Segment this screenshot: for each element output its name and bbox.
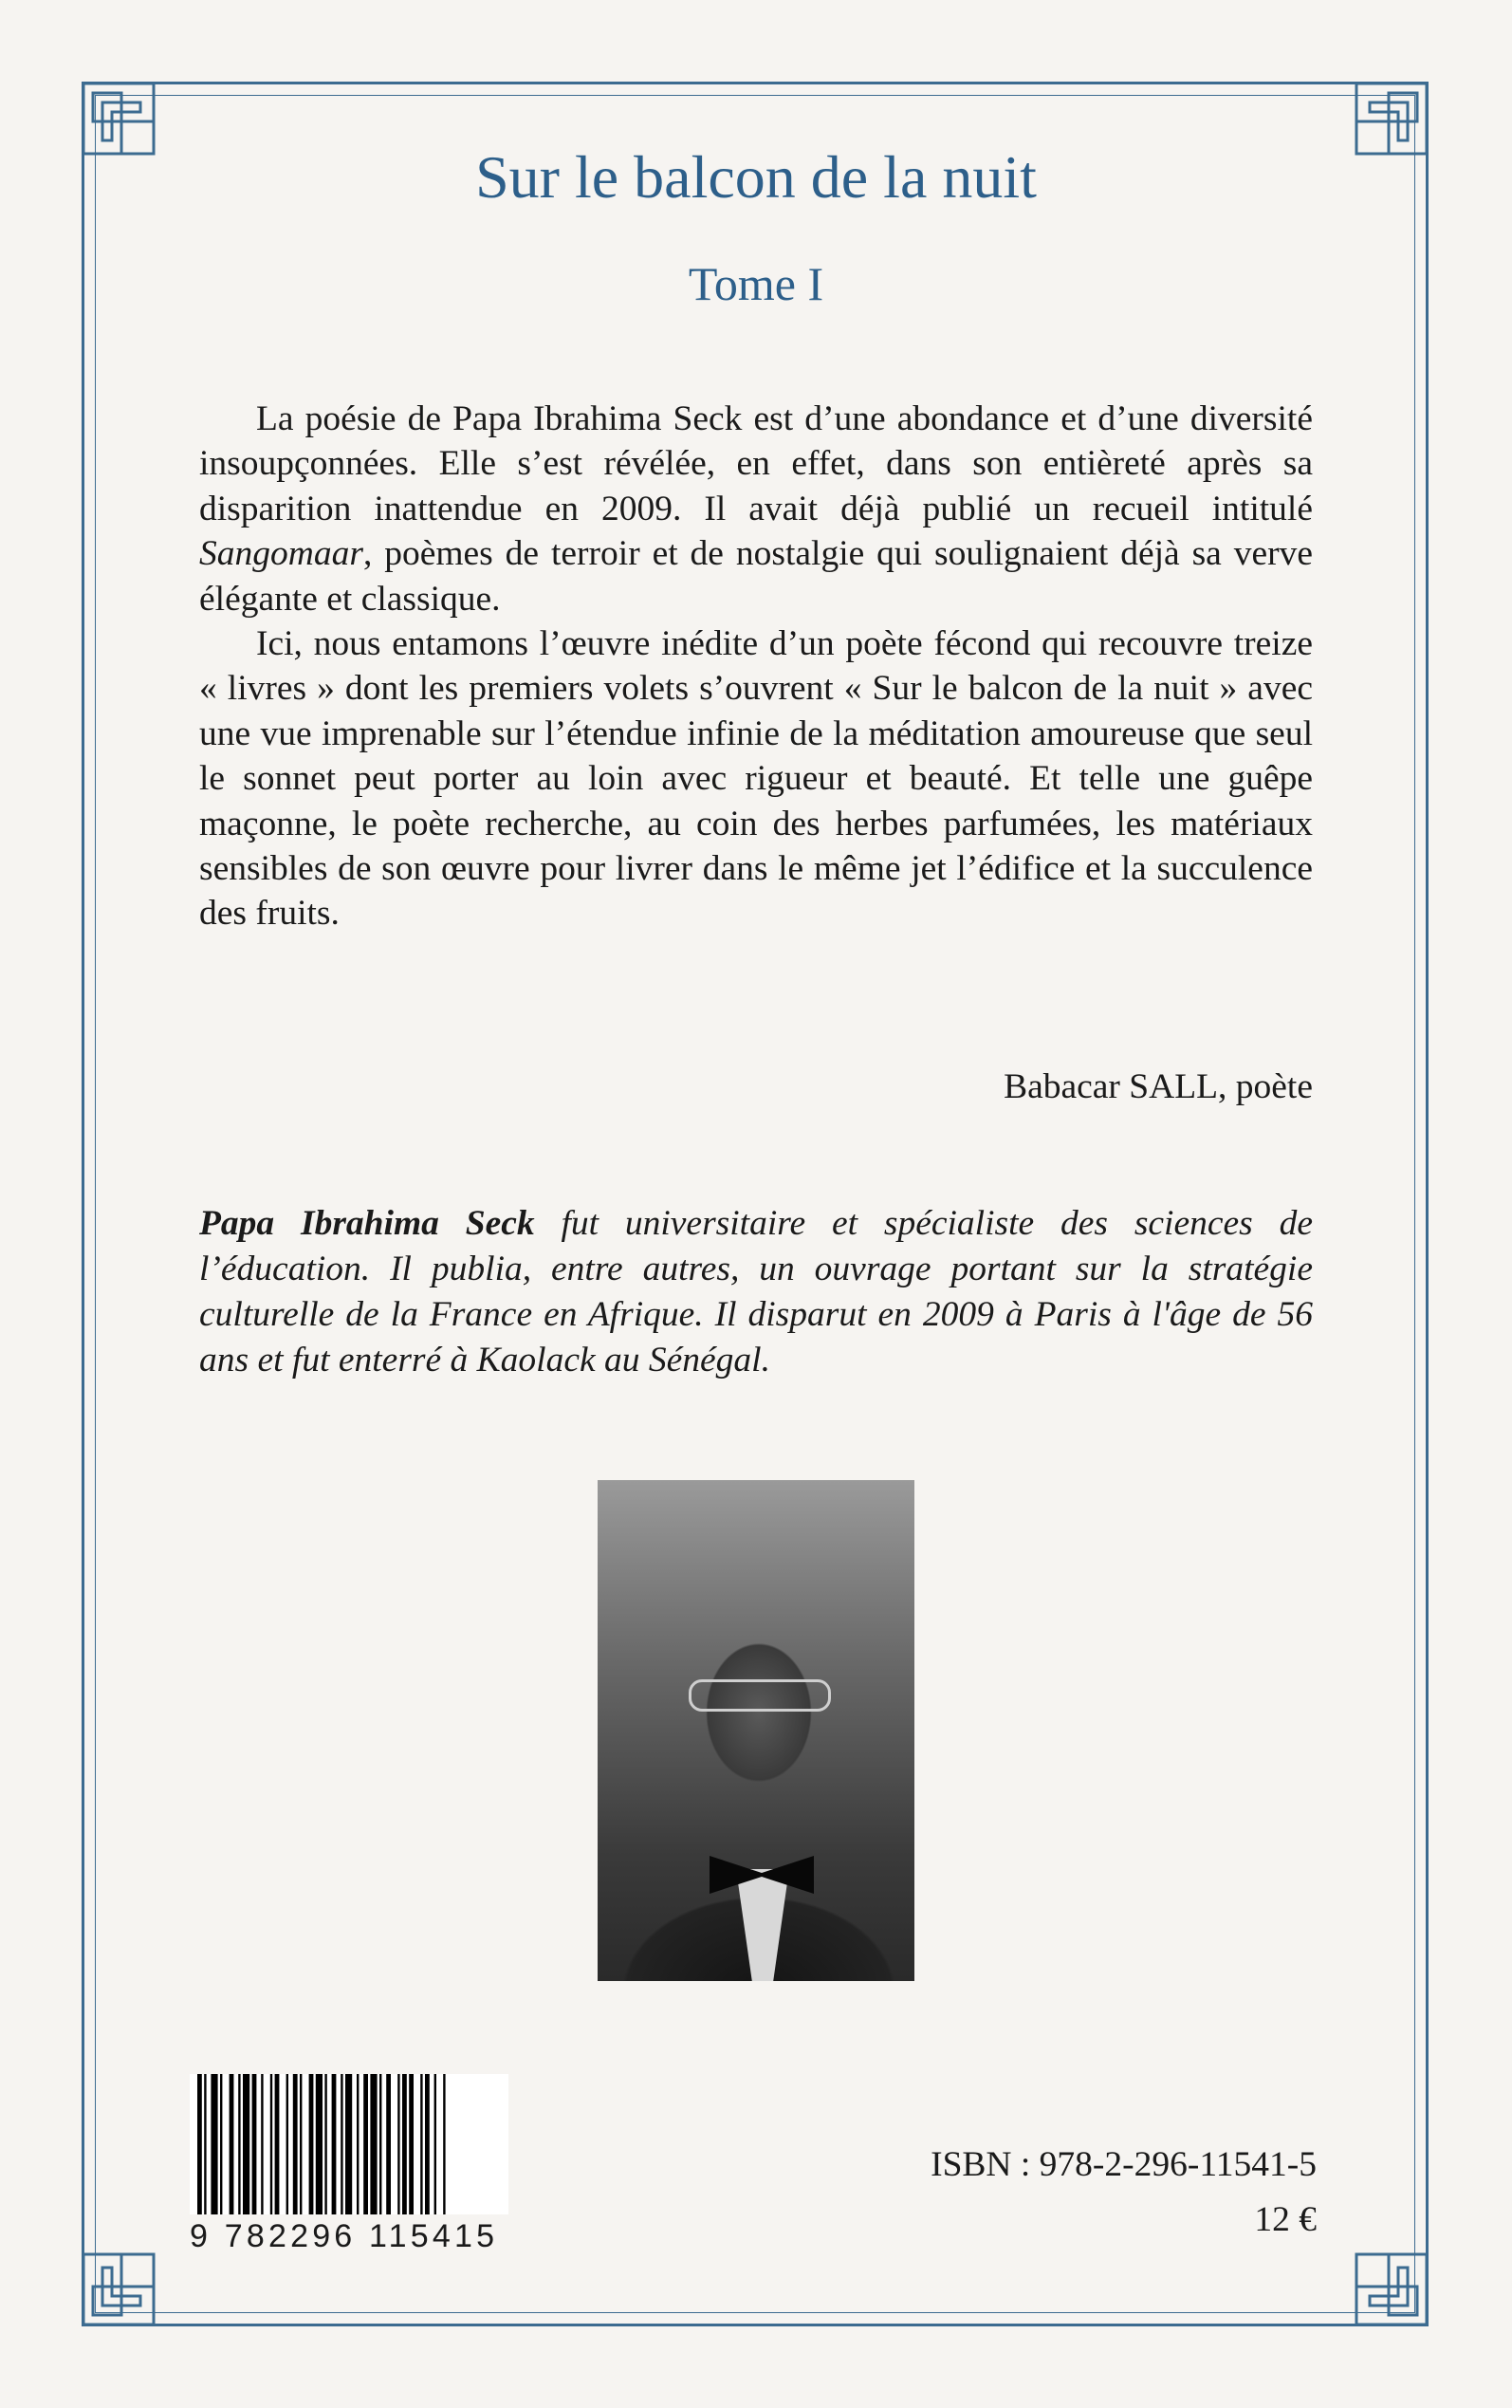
barcode-bar: [286, 2074, 288, 2214]
barcode-bar: [345, 2074, 352, 2214]
price: 12 €: [1254, 2200, 1317, 2239]
barcode-bar: [293, 2074, 298, 2214]
barcode-bar: [230, 2074, 234, 2214]
barcode-bar: [397, 2074, 399, 2214]
corner-ornament-icon: [1355, 2252, 1429, 2326]
barcode-digits: 9 782296 115415: [190, 2218, 499, 2254]
barcode-bar: [420, 2074, 422, 2214]
barcode-bar: [204, 2074, 206, 2214]
barcode-bar: [370, 2074, 377, 2214]
collection-title: Sangomaar: [199, 534, 363, 574]
barcode-bar: [341, 2074, 342, 2214]
barcode-bar: [197, 2074, 202, 2214]
barcode-bar: [316, 2074, 323, 2214]
book-title: Sur le balcon de la nuit: [475, 143, 1037, 211]
author-bio: Papa Ibrahima Seck fut universitaire et spécialiste des sciences de l’éducation. Il publia, entre autres, un ouvrage portant sur la stratégie culturelle de la France en Afrique. Il disparut en 2009 à Paris à l'âge de 56 ans et fut enterré à Kaolack au Sénégal.: [199, 1204, 1313, 1380]
barcode-bar: [386, 2074, 391, 2214]
barcode-bar: [309, 2074, 314, 2214]
barcode-bar: [275, 2074, 280, 2214]
blurb-signature: Babacar SALL, poète: [1004, 1067, 1313, 1106]
author-photo: [598, 1480, 914, 1981]
barcode-bar: [238, 2074, 240, 2214]
barcode-bar: [261, 2074, 263, 2214]
barcode-bar: [409, 2074, 414, 2214]
barcode-bar: [300, 2074, 302, 2214]
glasses-icon: [689, 1679, 831, 1712]
blurb-paragraph-1: La poésie de Papa Ibrahima Seck est d’une abondance et d’une diversité insoupçonnées. Elle s’est révélée, en effet, dans son entièreté après sa disparition inattendue en 2009. Il avait déjà publié un recueil intitulé Sangomaar, poèmes de terroir et de nostalgie qui soulignaient déjà sa verve élégante et classique.: [199, 399, 1313, 619]
barcode-bars-icon: [197, 2074, 501, 2214]
barcode-bar: [270, 2074, 272, 2214]
shirt-shape: [736, 1869, 789, 1981]
barcode-bar: [434, 2074, 436, 2214]
barcode-bar: [425, 2074, 430, 2214]
isbn: ISBN : 978-2-296-11541-5: [931, 2145, 1317, 2184]
barcode-bar: [402, 2074, 407, 2214]
blurb-text: [199, 397, 1313, 936]
barcode-bar: [243, 2074, 249, 2214]
barcode-bar: [363, 2074, 368, 2214]
barcode-bar: [252, 2074, 257, 2214]
barcode-bar: [443, 2074, 445, 2214]
barcode-bar: [379, 2074, 381, 2214]
barcode-bar: [220, 2074, 222, 2214]
author-name: Papa Ibrahima Seck: [199, 1204, 535, 1243]
barcode-bar: [357, 2074, 359, 2214]
barcode-bar: [332, 2074, 337, 2214]
barcode: [190, 2074, 508, 2214]
corner-ornament-icon: [82, 2252, 156, 2326]
barcode-bar: [324, 2074, 326, 2214]
barcode-bar: [211, 2074, 217, 2214]
blurb-paragraph-2: Ici, nous entamons l’œuvre inédite d’un poète fécond qui recouvre treize « livres » dont les premiers volets s’ouvrent « Sur le balcon de la nuit » avec une vue imprenable sur l’étendue infinie de la méditation amoureuse que seul le sonnet peut porter au loin avec rigueur et beauté. Et telle une guêpe maçonne, le poète recherche, au coin des herbes parfumées, les matériaux sensibles de son œuvre pour livrer dans le même jet l’édifice et la succulence des fruits.: [199, 624, 1313, 934]
volume-subtitle: Tome I: [688, 257, 824, 310]
